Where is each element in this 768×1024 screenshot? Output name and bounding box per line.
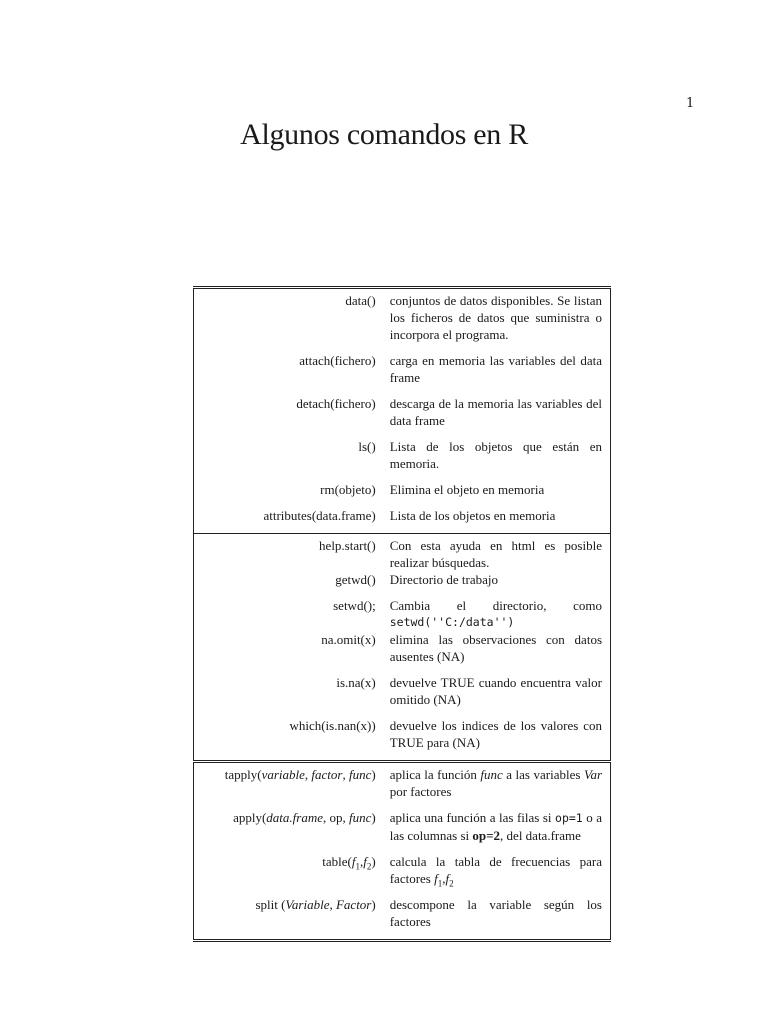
argument: f: [363, 854, 367, 869]
description-cell: descarga de la memoria las variables del data frame: [390, 395, 611, 438]
function-name: tapply(: [224, 767, 262, 782]
command-cell: detach(fichero): [194, 395, 390, 438]
description-cell: [390, 597, 611, 631]
description-cell: [390, 853, 611, 896]
description-cell: [390, 762, 611, 810]
description-italic: f: [434, 871, 438, 886]
table-row: [194, 762, 611, 810]
description-text: aplica una función a las filas si: [389, 810, 556, 825]
command-cell: [194, 809, 390, 853]
table-row: [194, 438, 611, 481]
description-cell: carga en memoria las variables del data frame: [390, 352, 611, 395]
argument: func: [348, 810, 372, 825]
table-row: [194, 631, 611, 674]
command-cell: getwd(): [194, 571, 390, 597]
description-cell: devuelve TRUE cuando encuentra valor omitido (NA): [390, 674, 611, 717]
command-cell: [194, 896, 390, 941]
description-cell: conjuntos de datos disponibles. Se listan los ficheros de datos que suministra o incorpora el programa.: [390, 288, 611, 353]
paren: ): [371, 810, 376, 825]
description-cell: Directorio de trabajo: [390, 571, 611, 597]
description-italic: Var: [583, 767, 602, 782]
command-cell: attributes(data.frame): [194, 507, 390, 534]
separator: ,: [329, 897, 336, 912]
table-row: [194, 853, 611, 896]
argument: variable: [261, 767, 305, 782]
description-text: calcula la tabla de frecuencias para factores: [389, 854, 602, 886]
description-text: o a las columnas si: [389, 810, 602, 843]
command-cell: [194, 762, 390, 810]
command-cell: is.na(x): [194, 674, 390, 717]
description-text: , del data.frame: [500, 828, 581, 843]
command-cell: attach(fichero): [194, 352, 390, 395]
table-row: [194, 809, 611, 853]
command-cell: setwd();: [194, 597, 390, 631]
separator: ,: [304, 767, 312, 782]
subscript: 1: [437, 878, 443, 889]
description-cell: Con esta ayuda en html es posible realizar búsquedas.: [390, 534, 611, 572]
subscript: 2: [366, 861, 372, 872]
description-italic: f: [445, 871, 450, 886]
table-row: [194, 717, 611, 762]
paren: ): [371, 767, 376, 782]
argument: data.frame: [266, 810, 323, 825]
argument: Factor: [335, 897, 372, 912]
command-cell: which(is.nan(x)): [194, 717, 390, 762]
description-line: [390, 597, 602, 614]
table-row: [194, 352, 611, 395]
page-title: Algunos comandos en R: [240, 118, 528, 151]
description-text: a las variables: [502, 767, 584, 782]
description-cell: Elimina el objeto en memoria: [390, 481, 611, 507]
separator: ,: [442, 871, 446, 886]
command-cell: data(): [194, 288, 390, 353]
table-row: [194, 674, 611, 717]
paren: ): [371, 897, 376, 912]
table-row: [194, 571, 611, 597]
command-cell: help.start(): [194, 534, 390, 572]
commands-table: [193, 286, 611, 942]
separator: ,: [360, 854, 364, 869]
description-cell: devuelve los indices de los valores con TRUE para (NA): [390, 717, 611, 762]
description-text: por factores: [389, 784, 452, 799]
separator: ,: [342, 767, 349, 782]
code-snippet: setwd(''C:/data''): [389, 615, 515, 629]
command-cell: na.omit(x): [194, 631, 390, 674]
description-word: el: [456, 598, 467, 613]
table-row: [194, 288, 611, 353]
description-text: aplica la función: [389, 767, 481, 782]
table-row: [194, 395, 611, 438]
table-row: [194, 481, 611, 507]
description-cell: Lista de los objetos que están en memoria.: [390, 438, 611, 481]
function-name: apply(: [233, 810, 267, 825]
argument: Variable: [285, 897, 330, 912]
argument: factor: [311, 767, 343, 782]
separator: , op,: [322, 810, 349, 825]
description-word: directorio,: [492, 598, 547, 613]
subscript: 2: [449, 878, 454, 889]
description-cell: elimina las observaciones con datos ausentes (NA): [390, 631, 611, 674]
code-snippet: op=1: [555, 811, 583, 825]
argument: f: [351, 854, 356, 869]
description-word: como: [573, 598, 602, 613]
table-row: [194, 507, 611, 534]
table-row: [194, 896, 611, 941]
description-cell: descompone la variable según los factores: [390, 896, 611, 941]
description-italic: func: [480, 767, 503, 782]
function-name: split (: [255, 897, 286, 912]
description-bold: op=2: [472, 828, 501, 843]
description-cell: [390, 809, 611, 853]
paren: ): [371, 854, 376, 869]
argument: func: [348, 767, 372, 782]
page-number: 1: [686, 96, 695, 111]
table-row: [194, 534, 611, 572]
description-word: Cambia: [389, 598, 431, 613]
subscript: 1: [355, 861, 360, 872]
table-row: [194, 597, 611, 631]
command-cell: [194, 853, 390, 896]
command-cell: rm(objeto): [194, 481, 390, 507]
command-cell: ls(): [194, 438, 390, 481]
description-cell: Lista de los objetos en memoria: [390, 507, 611, 534]
function-name: table(: [322, 854, 352, 869]
